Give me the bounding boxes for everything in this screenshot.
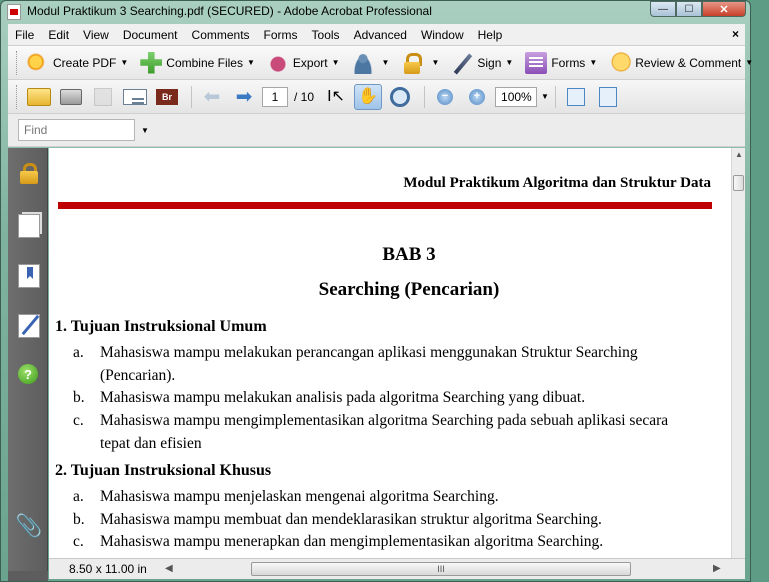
- combine-files-icon: [140, 52, 162, 74]
- menu-help[interactable]: Help: [477, 27, 503, 42]
- page-number-input[interactable]: 1: [262, 87, 288, 107]
- lock-icon: [401, 52, 423, 74]
- chevron-down-icon: ▼: [331, 58, 340, 67]
- save-button[interactable]: [89, 84, 117, 110]
- list-text: tepat dan efisien: [100, 435, 202, 452]
- folder-icon: [27, 88, 51, 106]
- pen-icon: [451, 52, 473, 74]
- toolbar-grip[interactable]: [16, 51, 17, 75]
- chapter-title: Searching (Pencarian): [318, 279, 500, 300]
- fit-page-icon: [599, 87, 617, 107]
- hand-icon: ✋: [358, 87, 378, 105]
- combine-files-label: Combine Files: [166, 55, 243, 70]
- bookmarks-panel-button[interactable]: [18, 264, 40, 288]
- chevron-down-icon: ▼: [246, 58, 255, 67]
- chevron-down-icon: ▼: [381, 58, 390, 67]
- minimize-button[interactable]: —: [650, 1, 676, 17]
- forms-button[interactable]: [521, 49, 601, 77]
- find-toolbar: [8, 114, 745, 147]
- list-text: Mahasiswa mampu membuat dan mendeklarasikan struktur algoritma Searching.: [100, 511, 602, 528]
- list-text: Mahasiswa mampu melakukan analisis pada algoritma Searching yang dibuat.: [100, 389, 586, 406]
- close-window-button[interactable]: ✕: [702, 1, 746, 17]
- list-marker: a.: [73, 488, 84, 505]
- zoom-out-button[interactable]: [431, 84, 459, 110]
- menu-advanced[interactable]: Advanced: [353, 27, 407, 42]
- tools-toolbar: [8, 80, 745, 114]
- status-bar: [49, 558, 745, 579]
- list-text: Mahasiswa mampu menjelaskan mengenai algoritma Searching.: [100, 488, 499, 505]
- attachments-panel-button[interactable]: 📎: [15, 513, 43, 538]
- running-header: Modul Praktikum Algoritma dan Struktur Data: [403, 175, 711, 191]
- previous-page-button[interactable]: [198, 84, 226, 110]
- list-text: Mahasiswa mampu melakukan perancangan aplikasi menggunakan Struktur Searching: [100, 344, 638, 361]
- navigation-pane: [8, 148, 48, 571]
- toolbar-grip[interactable]: [16, 85, 19, 109]
- menu-bar: [8, 24, 745, 46]
- maximize-button[interactable]: ☐: [676, 1, 702, 17]
- sign-button[interactable]: [447, 49, 517, 77]
- navigation-pane-footer: [8, 571, 48, 581]
- arrow-left-icon: ⬅: [203, 86, 221, 108]
- browse-icon: Br: [156, 89, 178, 105]
- menu-file[interactable]: File: [15, 27, 35, 42]
- list-text: Mahasiswa mampu mengimplementasikan algoritma Searching pada sebuah aplikasi secara: [100, 412, 669, 429]
- list-marker: c.: [73, 533, 84, 550]
- window-title: Modul Praktikum 3 Searching.pdf (SECURED) - Adobe Acrobat Professional: [27, 4, 432, 18]
- header-rule: [58, 202, 712, 209]
- scroll-left-arrow-icon[interactable]: ◀: [165, 563, 173, 574]
- list-text: (Pencarian).: [100, 367, 176, 384]
- create-pdf-button[interactable]: [23, 49, 132, 77]
- find-input[interactable]: Find: [18, 119, 135, 141]
- chevron-down-icon: ▼: [505, 58, 514, 67]
- chapter-number: BAB 3: [382, 244, 436, 265]
- forms-icon: [525, 52, 547, 74]
- secure-button[interactable]: [397, 49, 443, 77]
- section-heading: 2. Tujuan Instruksional Khusus: [55, 462, 272, 479]
- menu-tools[interactable]: Tools: [311, 27, 340, 42]
- zoom-in-button[interactable]: [463, 84, 491, 110]
- export-button[interactable]: [263, 49, 344, 77]
- chevron-down-icon: ▼: [589, 58, 598, 67]
- vertical-scroll-thumb[interactable]: [733, 175, 744, 191]
- email-icon: [123, 89, 147, 105]
- fit-width-button[interactable]: [562, 84, 590, 110]
- chevron-down-icon: ▼: [120, 58, 129, 67]
- browse-button[interactable]: [153, 84, 181, 110]
- horizontal-scroll-thumb[interactable]: III: [251, 562, 631, 576]
- arrow-right-icon: ➡: [235, 86, 253, 108]
- menu-window[interactable]: Window: [420, 27, 464, 42]
- menu-edit[interactable]: Edit: [48, 27, 70, 42]
- menu-view[interactable]: View: [83, 27, 109, 42]
- title-bar[interactable]: [1, 1, 750, 23]
- signatures-panel-button[interactable]: [18, 314, 40, 338]
- security-settings-button[interactable]: [18, 162, 40, 186]
- vertical-scrollbar[interactable]: [731, 148, 745, 558]
- toolbar-separator: [191, 86, 192, 108]
- zoom-out-icon: −: [437, 89, 453, 105]
- review-comment-button[interactable]: [605, 49, 757, 77]
- zoom-in-icon: +: [469, 89, 485, 105]
- chevron-down-icon: ▼: [431, 58, 440, 67]
- floppy-disk-icon: [94, 88, 112, 106]
- toolbar-separator: [555, 86, 556, 108]
- menu-comments[interactable]: Comments: [191, 27, 250, 42]
- pages-panel-button[interactable]: [18, 214, 40, 238]
- fit-width-icon: [567, 88, 585, 106]
- printer-icon: [60, 89, 82, 105]
- marquee-zoom-button[interactable]: [386, 84, 414, 110]
- email-button[interactable]: [121, 84, 149, 110]
- scroll-up-arrow-icon[interactable]: ▲: [735, 150, 743, 159]
- toolbar-separator: [424, 86, 425, 108]
- comment-bubble-icon: [609, 52, 631, 74]
- create-pdf-label: Create PDF: [53, 55, 117, 70]
- menu-forms[interactable]: Forms: [263, 27, 298, 42]
- scroll-right-arrow-icon[interactable]: ▶: [713, 563, 721, 574]
- magnifier-icon: [390, 87, 410, 107]
- text-cursor-icon: I↖: [327, 87, 345, 105]
- chevron-down-icon[interactable]: ▼: [141, 125, 149, 135]
- create-pdf-icon: [27, 52, 49, 74]
- menu-document[interactable]: Document: [122, 27, 178, 42]
- chevron-down-icon[interactable]: ▼: [541, 92, 549, 101]
- zoom-level-input[interactable]: 100%: [495, 87, 537, 107]
- export-icon: [267, 52, 289, 74]
- help-button[interactable]: ?: [18, 364, 38, 384]
- combine-files-button[interactable]: [136, 49, 259, 77]
- export-label: Export: [292, 55, 328, 70]
- forms-label: Forms: [551, 55, 586, 70]
- review-comment-label: Review & Comment: [635, 55, 742, 70]
- next-page-button[interactable]: [230, 84, 258, 110]
- open-button[interactable]: [25, 84, 53, 110]
- window-controls: [650, 1, 746, 17]
- list-marker: c.: [73, 412, 84, 429]
- print-button[interactable]: [57, 84, 85, 110]
- collaborate-button[interactable]: [348, 49, 394, 77]
- list-marker: b.: [73, 511, 85, 528]
- select-tool-button[interactable]: [322, 84, 350, 110]
- hand-tool-button[interactable]: [354, 84, 382, 110]
- section-heading: 1. Tujuan Instruksional Umum: [55, 318, 267, 335]
- page-size-label: 8.50 x 11.00 in: [69, 562, 147, 576]
- list-marker: b.: [73, 389, 85, 406]
- document-view[interactable]: [49, 148, 731, 558]
- pdf-page: [49, 148, 731, 558]
- user-icon: [352, 52, 374, 74]
- page-count: / 10: [294, 89, 315, 104]
- tasks-toolbar: [8, 46, 754, 80]
- list-marker: a.: [73, 344, 84, 361]
- chevron-down-icon: ▼: [745, 58, 754, 67]
- fit-page-button[interactable]: [594, 84, 622, 110]
- close-document-button[interactable]: ×: [731, 27, 739, 41]
- pdf-app-icon: [7, 4, 21, 20]
- list-text: Mahasiswa mampu menerapkan dan mengimplementasikan algoritma Searching.: [100, 533, 604, 550]
- sign-label: Sign: [477, 55, 502, 70]
